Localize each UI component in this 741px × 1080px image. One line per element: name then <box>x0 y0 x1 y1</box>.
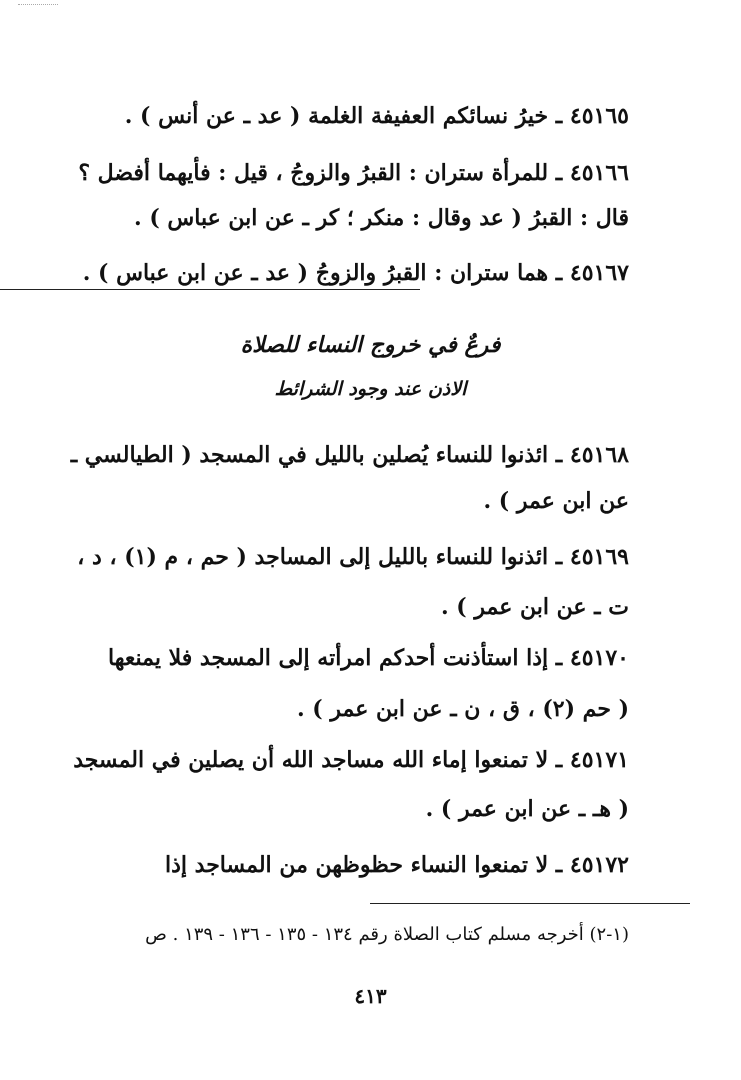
hadith-45166-cont: قال : القبرُ ( عد وقال : منكر ؛ كر ـ عن ابن عباس ) . <box>134 205 629 231</box>
footnote: (١-٢) أخرجه مسلم كتاب الصلاة رقم ١٣٤ - ١٣٥ - ١٣٦ - ١٣٩ . ص <box>145 924 629 945</box>
hadith-45171-cont: ( هـ ـ عن ابن عمر ) . <box>425 796 629 822</box>
section-title: فرعٌ في خروج النساء للصلاة <box>240 332 501 358</box>
hadith-45170-cont: ( حم (٢) ، ق ، ن ـ عن ابن عمر ) . <box>296 696 629 722</box>
page-number: ٤١٣ <box>354 984 387 1008</box>
hadith-45168-cont: عن ابن عمر ) . <box>483 488 629 514</box>
hadith-45168: ٤٥١٦٨ ـ ائذنوا للنساء يُصلين بالليل في المسجد ( الطيالسي ـ <box>70 442 629 468</box>
underline-stroke <box>0 289 420 290</box>
section-subtitle: الاذن عند وجود الشرائط <box>274 378 467 400</box>
hadith-45165: ٤٥١٦٥ ـ خيرُ نسائكم العفيفة الغلمة ( عد ـ عن أنس ) . <box>124 103 629 129</box>
hadith-45166: ٤٥١٦٦ ـ للمرأة ستران : القبرُ والزوجُ ، قيل : فأيهما أفضل ؟ <box>78 160 629 186</box>
hadith-45171: ٤٥١٧١ ـ لا تمنعوا إماء الله مساجد الله أن يصلين في المسجد <box>73 747 629 773</box>
corner-mark <box>18 4 58 11</box>
hadith-45170: ٤٥١٧٠ ـ إذا استأذنت أحدكم امرأته إلى المسجد فلا يمنعها <box>108 645 629 671</box>
hadith-45172: ٤٥١٧٢ ـ لا تمنعوا النساء حظوظهن من المساجد إذا <box>164 852 629 878</box>
hadith-45169-cont: ت ـ عن ابن عمر ) . <box>440 594 629 620</box>
footnote-rule <box>370 903 690 904</box>
hadith-45169: ٤٥١٦٩ ـ ائذنوا للنساء بالليل إلى المساجد ( حم ، م (١) ، د ، <box>77 544 629 570</box>
hadith-45167: ٤٥١٦٧ ـ هما ستران : القبرُ والزوجُ ( عد ـ عن ابن عباس ) . <box>82 260 629 286</box>
